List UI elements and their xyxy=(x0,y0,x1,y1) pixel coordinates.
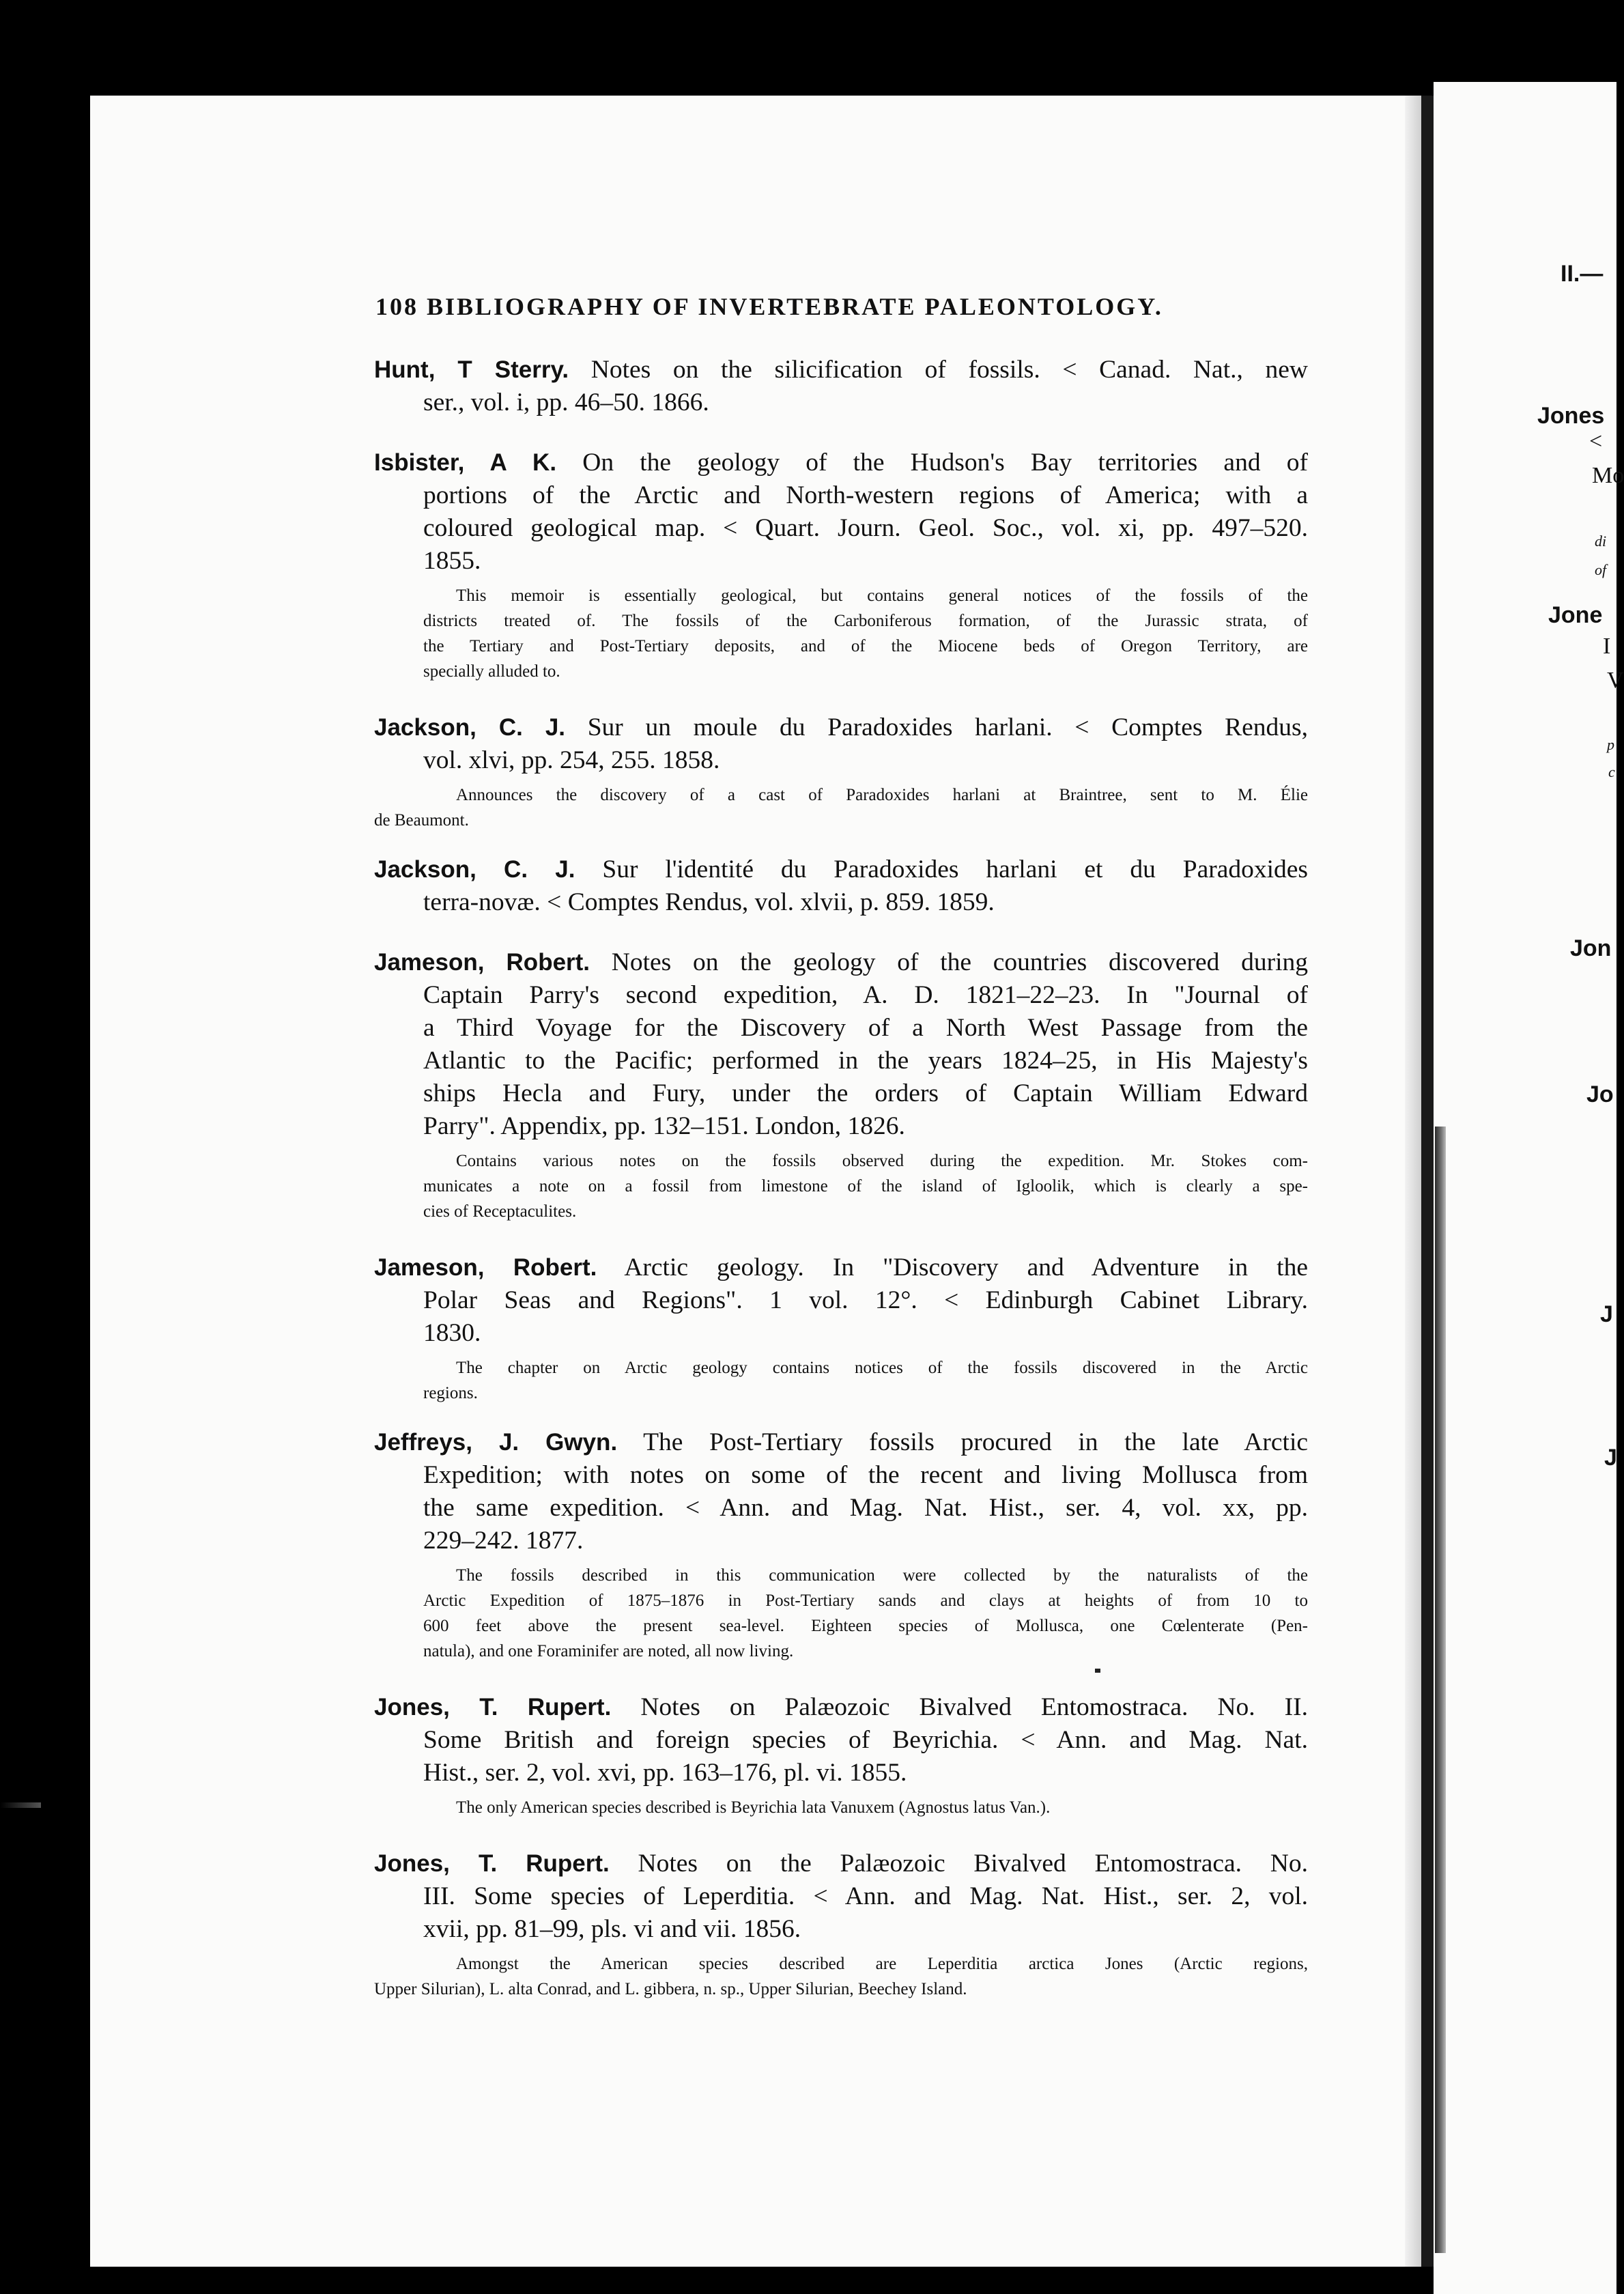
entry-author: Jameson, Robert. xyxy=(374,1254,597,1281)
bibliography-entry xyxy=(374,354,1308,419)
entry-note xyxy=(374,583,1308,684)
entry-text-line: the same expedition. < Ann. and Mag. Nat. Hist., ser. 4, vol. xx, pp. xyxy=(423,1494,1308,1522)
entry-text-line: xvii, pp. 81–99, pls. vi and vii. 1856. xyxy=(423,1915,801,1943)
entry-text-line: a Third Voyage for the Discovery of a North West Passage from the xyxy=(423,1014,1308,1042)
facing-page-text: di xyxy=(1595,533,1607,550)
entry-text-line: portions of the Arctic and North-western regions of America; with a xyxy=(423,481,1308,509)
facing-page-text: Mo xyxy=(1592,463,1624,488)
entry-author: Jones, T. Rupert. xyxy=(374,1694,612,1720)
bibliography-entries xyxy=(374,354,1308,2002)
bibliography-entry xyxy=(374,1251,1308,1406)
entry-text-line: Captain Parry's second expedition, A. D. 1821–22–23. In "Journal of xyxy=(423,981,1308,1009)
facing-page-text: of xyxy=(1595,561,1607,578)
entry-text-line: ships Hecla and Fury, under the orders of Captain William Edward xyxy=(423,1079,1308,1107)
note-line: cies of Receptaculites. xyxy=(423,1202,577,1221)
entry-text-line: Arctic geology. In "Discovery and Adventure in the xyxy=(624,1254,1308,1281)
entry-text-line: 1830. xyxy=(423,1319,481,1347)
entry-text-line: 1855. xyxy=(423,547,481,575)
note-line: Upper Silurian), L. alta Conrad, and L. gibbera, n. sp., Upper Silurian, Beechey Island. xyxy=(374,1980,967,1998)
bibliography-entry xyxy=(374,853,1308,919)
entry-text-line: Atlantic to the Pacific; performed in the years 1824–25, in His Majesty's xyxy=(423,1047,1308,1075)
entry-note xyxy=(374,1563,1308,1664)
note-line: 600 feet above the present sea-level. Eighteen species of Mollusca, one Cœlenterate (Pen- xyxy=(423,1617,1308,1635)
running-header: 108 BIBLIOGRAPHY OF INVERTEBRATE PALEONTOLOGY. xyxy=(375,293,1163,320)
entry-note xyxy=(374,1951,1308,2002)
facing-page-text: < xyxy=(1589,429,1603,454)
facing-page-text: Jone xyxy=(1548,602,1603,628)
note-line: The fossils described in this communication were collected by the naturalists of the xyxy=(456,1566,1308,1585)
margin-mark xyxy=(0,1802,41,1808)
note-line: natula), and one Foraminifer are noted, all now living. xyxy=(423,1642,794,1660)
entry-text-line: On the geology of the Hudson's Bay territories and of xyxy=(582,449,1309,477)
bibliography-entry xyxy=(374,1847,1308,2002)
facing-page-text: II.— xyxy=(1561,261,1604,287)
facing-page-text: Jones xyxy=(1537,403,1605,429)
entry-author: Jones, T. Rupert. xyxy=(374,1850,610,1877)
facing-page-text: V xyxy=(1607,668,1624,693)
entry-text-line: 229–242. 1877. xyxy=(423,1527,584,1555)
facing-page-text: J xyxy=(1600,1301,1613,1327)
entry-author: Jackson, C. J. xyxy=(374,856,575,883)
entry-author: Jeffreys, J. Gwyn. xyxy=(374,1429,618,1456)
note-line: Announces the discovery of a cast of Paradoxides harlani at Braintree, sent to M. Élie xyxy=(456,786,1308,804)
note-line: regions. xyxy=(423,1384,478,1402)
note-line: This memoir is essentially geological, but contains general notices of the fossils of the xyxy=(456,586,1308,605)
note-line: the Tertiary and Post-Tertiary deposits, and of the Miocene beds of Oregon Territory, are xyxy=(423,637,1308,655)
facing-page-text: Jon xyxy=(1570,935,1612,961)
entry-note xyxy=(374,1148,1308,1224)
book-gutter xyxy=(1421,96,1434,2267)
entry-author: Isbister, A K. xyxy=(374,449,557,476)
entry-note xyxy=(374,1355,1308,1406)
note-line: de Beaumont. xyxy=(374,811,469,830)
note-line: districts treated of. The fossils of the Carboniferous formation, of the Jurassic strata, of xyxy=(423,612,1308,630)
note-line: Amongst the American species described are Leperditia arctica Jones (Arctic regions, xyxy=(456,1955,1308,1973)
facing-page-text: Jo xyxy=(1586,1081,1614,1107)
entry-note xyxy=(374,782,1308,833)
entry-text-line: Some British and foreign species of Beyrichia. < Ann. and Mag. Nat. xyxy=(423,1726,1308,1754)
entry-text-line: Polar Seas and Regions". 1 vol. 12°. < Edinburgh Cabinet Library. xyxy=(423,1286,1308,1314)
entry-text-line: Notes on the geology of the countries discovered during xyxy=(611,948,1309,976)
note-line: Contains various notes on the fossils observed during the expedition. Mr. Stokes com- xyxy=(456,1152,1308,1170)
note-line: The only American species described is Beyrichia lata Vanuxem (Agnostus latus Van.). xyxy=(456,1798,1051,1817)
entry-text-line: Expedition; with notes on some of the recent and living Mollusca from xyxy=(423,1461,1308,1489)
bibliography-entry xyxy=(374,447,1308,684)
entry-text-line: III. Some species of Leperditia. < Ann. and Mag. Nat. Hist., ser. 2, vol. xyxy=(423,1882,1308,1910)
note-line: The chapter on Arctic geology contains notices of the fossils discovered in the Arctic xyxy=(456,1359,1308,1377)
entry-author: Jackson, C. J. xyxy=(374,714,566,741)
entry-text-line: The Post-Tertiary fossils procured in the late Arctic xyxy=(643,1428,1309,1456)
entry-text-line: Notes on the Palæozoic Bivalved Entomostraca. No. xyxy=(638,1850,1308,1878)
entry-text-line: Sur un moule du Paradoxides harlani. < Comptes Rendus, xyxy=(587,713,1308,741)
entry-author: Jameson, Robert. xyxy=(374,949,590,976)
entry-note xyxy=(374,1795,1308,1820)
page-edge-shadow xyxy=(1405,96,1421,2267)
bibliography-entry xyxy=(374,1691,1308,1820)
entry-text-line: Sur l'identité du Paradoxides harlani et du Paradoxides xyxy=(602,855,1309,883)
entry-author: Hunt, T Sterry. xyxy=(374,356,569,383)
facing-page-text: c xyxy=(1608,763,1615,780)
entry-text-line: ser., vol. i, pp. 46–50. 1866. xyxy=(423,388,709,416)
bibliography-entry xyxy=(374,946,1308,1224)
book-spine xyxy=(1435,1127,1446,2253)
entry-text-line: Hist., ser. 2, vol. xvi, pp. 163–176, pl. vi. 1855. xyxy=(423,1759,907,1787)
entry-text-line: Parry". Appendix, pp. 132–151. London, 1826. xyxy=(423,1112,905,1140)
facing-page-text: J xyxy=(1604,1445,1617,1471)
facing-page-text: I xyxy=(1603,634,1611,659)
entry-text-line: coloured geological map. < Quart. Journ. Geol. Soc., vol. xi, pp. 497–520. xyxy=(423,514,1308,542)
facing-page xyxy=(1434,82,1624,2294)
entry-text-line: vol. xlvi, pp. 254, 255. 1858. xyxy=(423,746,720,774)
note-line: Arctic Expedition of 1875–1876 in Post-Tertiary sands and clays at heights of from 10 to xyxy=(423,1591,1308,1610)
entry-text-line: terra-novæ. < Comptes Rendus, vol. xlvii, p. 859. 1859. xyxy=(423,888,995,916)
note-line: municates a note on a fossil from limestone of the island of Igloolik, which is clearly a spe- xyxy=(423,1177,1308,1195)
entry-text-line: Notes on the silicification of fossils. < Canad. Nat., new xyxy=(590,356,1308,384)
bibliography-entry xyxy=(374,711,1308,833)
bibliography-entry xyxy=(374,1426,1308,1664)
facing-page-text: p xyxy=(1607,736,1614,753)
note-line: specially alluded to. xyxy=(423,662,560,681)
entry-text-line: Notes on Palæozoic Bivalved Entomostraca. No. II. xyxy=(640,1693,1309,1721)
